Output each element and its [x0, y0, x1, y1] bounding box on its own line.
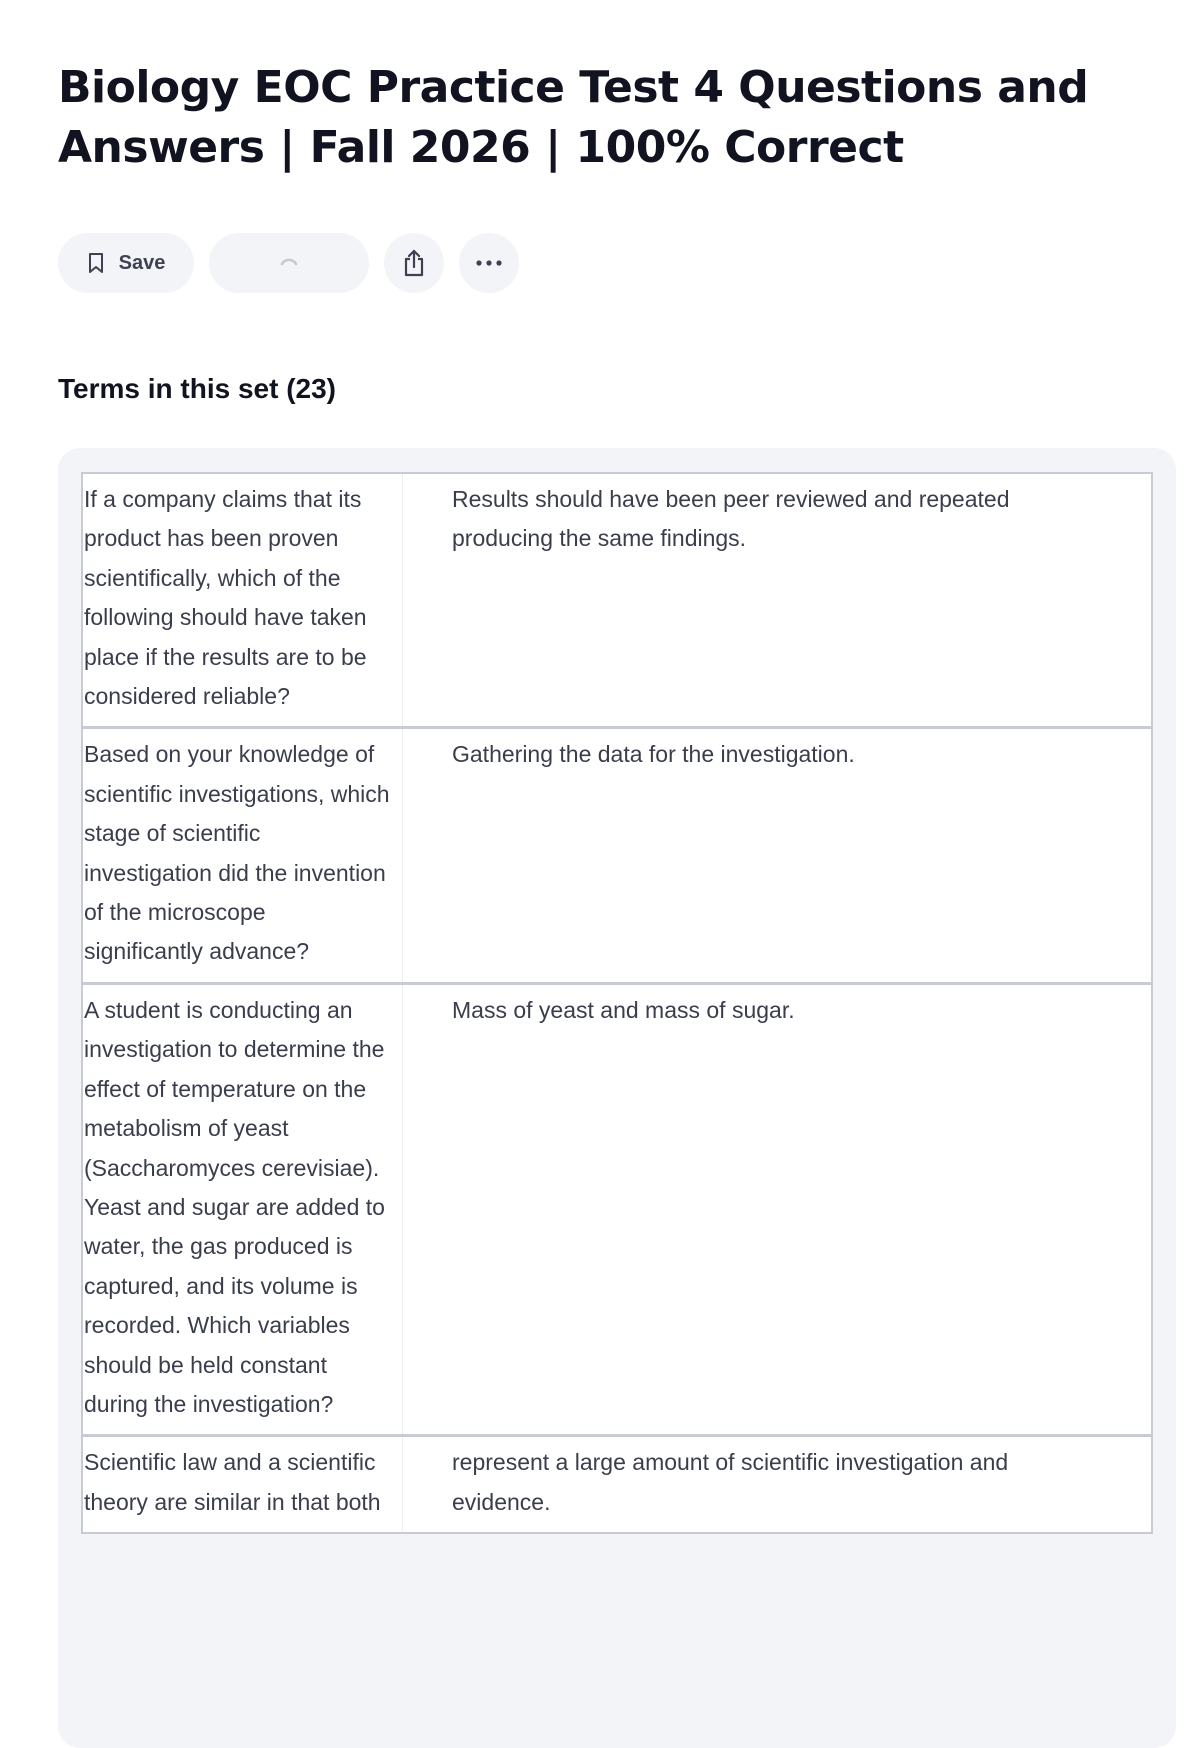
- definition-text: Gathering the data for the investigation.: [452, 741, 855, 768]
- term-row: [83, 474, 1151, 729]
- definition-text: represent a large amount of scientific investigation and evidence.: [452, 1449, 1009, 1515]
- share-button[interactable]: [384, 233, 444, 293]
- toolbar: [58, 233, 534, 293]
- save-button-label: Save: [118, 251, 166, 274]
- term-text: Based on your knowledge of scientific investigations, which stage of scientific investigation did the invention of the microscope significantly advance?: [83, 729, 403, 981]
- terms-heading: Terms in this set (23): [58, 373, 337, 404]
- definition-text: Results should have been peer reviewed and repeated producing the same findings.: [452, 486, 1010, 552]
- bookmark-icon: [87, 252, 105, 274]
- term-row: [83, 729, 1151, 984]
- terms-table: [81, 472, 1153, 1534]
- loading-button[interactable]: [209, 233, 369, 293]
- spinner-icon: [278, 252, 300, 274]
- share-icon: [401, 248, 427, 278]
- term-text: Scientific law and a scientific theory are similar in that both: [83, 1437, 403, 1532]
- page-title: Biology EOC Practice Test 4 Questions and Answers | Fall 2026 | 100% Correct: [58, 62, 1089, 173]
- term-row: [83, 1437, 1151, 1532]
- save-button[interactable]: [58, 233, 194, 293]
- term-row: [83, 985, 1151, 1437]
- term-text: If a company claims that its product has been proven scientifically, which of the following should have taken place if the results are to be considered reliable?: [83, 474, 403, 726]
- more-options-button[interactable]: [459, 233, 519, 293]
- more-icon: [475, 259, 503, 267]
- definition-text: Mass of yeast and mass of sugar.: [452, 996, 795, 1023]
- term-text: A student is conducting an investigation to determine the effect of temperature on the metabolism of yeast (Saccharomyces cerevisiae). Yeast and sugar are added to water, the gas produced is captured, and its volume is recorded. Which variables should be held constant during the investigation?: [83, 985, 403, 1434]
